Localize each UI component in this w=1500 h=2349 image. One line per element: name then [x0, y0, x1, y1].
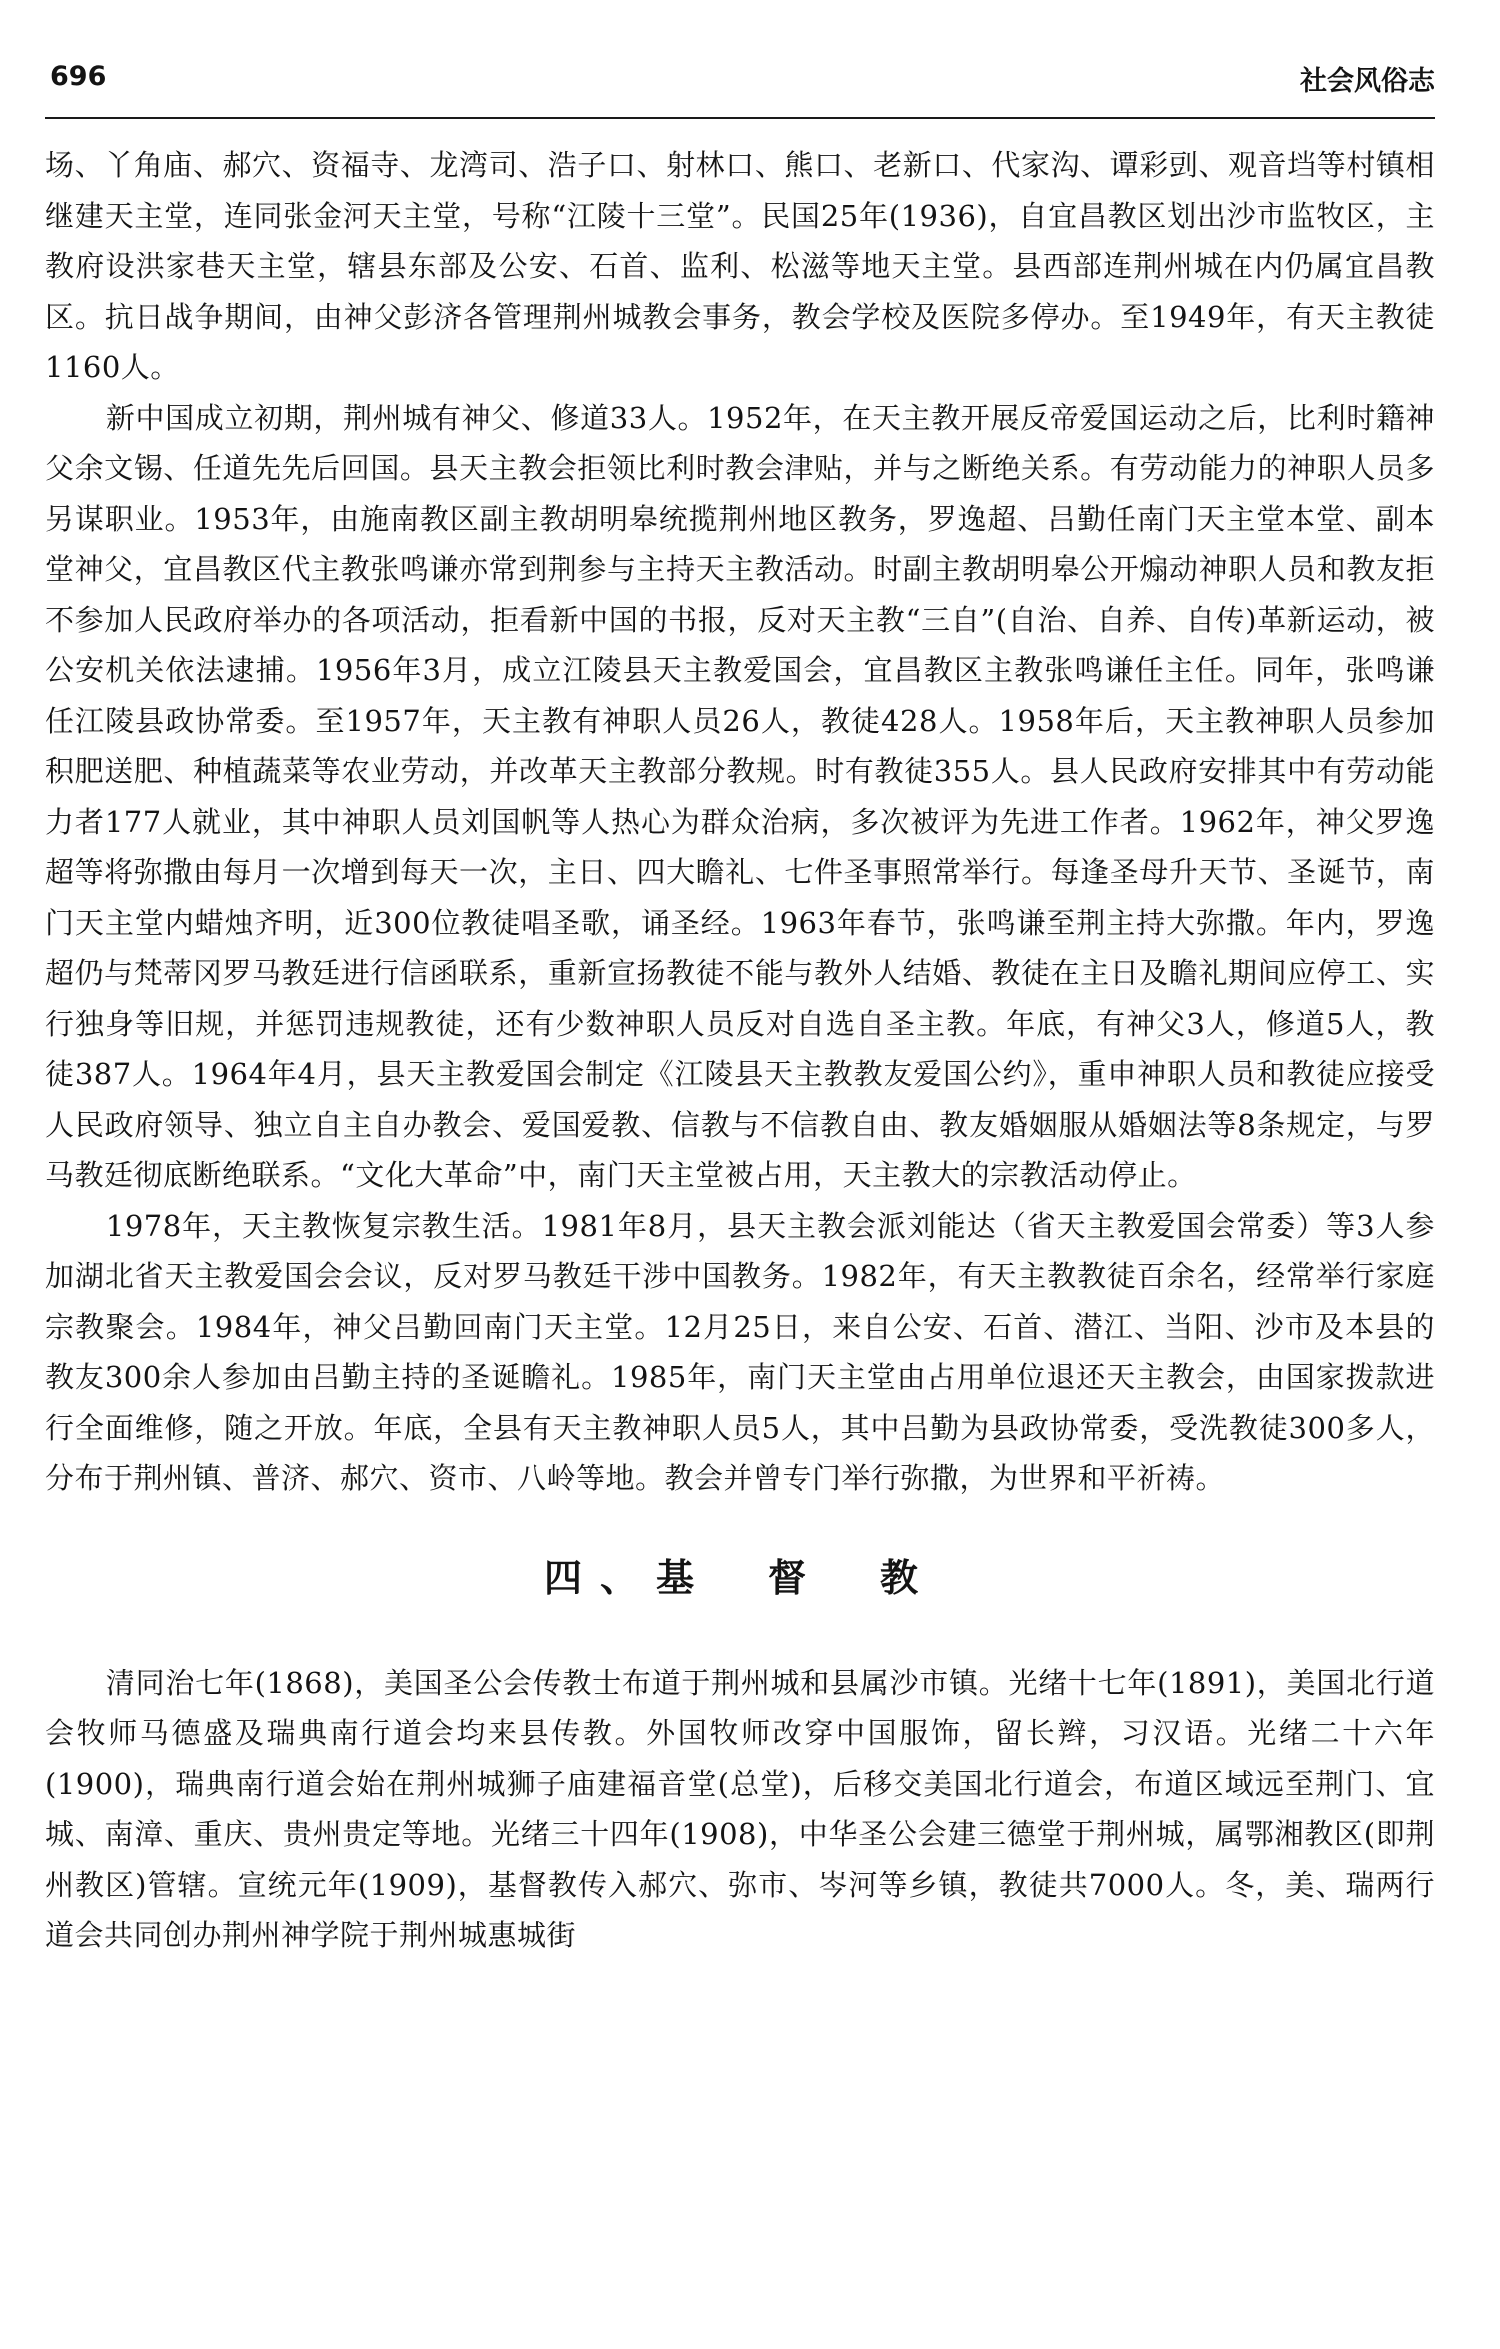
running-title: 社会风俗志 [1300, 66, 1435, 97]
section-title: 四、基 督 教 [543, 1555, 936, 1600]
body-text [45, 140, 1435, 1961]
page-number: 696 [50, 61, 107, 92]
paragraph: 清同治七年(1868)，美国圣公会传教士布道于荆州城和县属沙市镇。光绪十七年(1891)，美国北行道会牧师马德盛及瑞典南行道会均来县传教。外国牧师改穿中国服饰，留长辫，习汉语。光绪二十六年(1900)，瑞典南行道会始在荆州城狮子庙建福音堂(总堂)，后移交美国北行道会，布道区域远至荆门、宜城、南漳、重庆、贵州贵定等地。光绪三十四年(1908)，中华圣公会建三德堂于荆州城，属鄂湘教区(即荆州教区)管辖。宣统元年(1909)，基督教传入郝穴、弥市、岑河等乡镇，教徒共7000人。冬，美、瑞两行道会共同创办荆州神学院于荆州城惠城街 [45, 1665, 1435, 1952]
page-header [45, 55, 1435, 119]
paragraph-continued: 场、丫角庙、郝穴、资福寺、龙湾司、浩子口、射林口、熊口、老新口、代家沟、谭彩剅、观音垱等村镇相继建天主堂，连同张金河天主堂，号称“江陵十三堂”。民国25年(1936)，自宜昌教区划出沙市监牧区，主教府设洪家巷天主堂，辖县东部及公安、石首、监利、松滋等地天主堂。县西部连荆州城在内仍属宜昌教区。抗日战争期间，由神父彭济各管理荆州城教会事务，教会学校及医院多停办。至1949年，有天主教徒1160人。 [45, 148, 1435, 384]
paragraph: 1978年，天主教恢复宗教生活。1981年8月，县天主教会派刘能达（省天主教爱国会常委）等3人参加湖北省天主教爱国会会议，反对罗马教廷干涉中国教务。1982年，有天主教教徒百余名，经常举行家庭宗教聚会。1984年，神父吕勤回南门天主堂。12月25日，来自公安、石首、潜江、当阳、沙市及本县的教友300余人参加由吕勤主持的圣诞瞻礼。1985年，南门天主堂由占用单位退还天主教会，由国家拨款进行全面维修，随之开放。年底，全县有天主教神职人员5人，其中吕勤为县政协常委，受洗教徒300多人，分布于荆州镇、普济、郝穴、资市、八岭等地。教会并曾专门举行弥撒，为世界和平祈祷。 [45, 1208, 1435, 1495]
paragraph: 新中国成立初期，荆州城有神父、修道33人。1952年，在天主教开展反帝爱国运动之后，比利时籍神父余文锡、任道先先后回国。县天主教会拒领比利时教会津贴，并与之断绝关系。有劳动能力的神职人员多另谋职业。1953年，由施南教区副主教胡明皋统揽荆州地区教务，罗逸超、吕勤任南门天主堂本堂、副本堂神父，宜昌教区代主教张鸣谦亦常到荆参与主持天主教活动。时副主教胡明皋公开煽动神职人员和教友拒不参加人民政府举办的各项活动，拒看新中国的书报，反对天主教“三自”(自治、自养、自传)革新运动，被公安机关依法逮捕。1956年3月，成立江陵县天主教爱国会，宜昌教区主教张鸣谦任主任。同年，张鸣谦任江陵县政协常委。至1957年，天主教有神职人员26人，教徒428人。1958年后，天主教神职人员参加积肥送肥、种植蔬菜等农业劳动，并改革天主教部分教规。时有教徒355人。县人民政府安排其中有劳动能力者177人就业，其中神职人员刘国帆等人热心为群众治病，多次被评为先进工作者。1962年，神父罗逸超等将弥撒由每月一次增到每天一次，主日、四大瞻礼、七件圣事照常举行。每逢圣母升天节、圣诞节，南门天主堂内蜡烛齐明，近300位教徒唱圣歌，诵圣经。1963年春节，张鸣谦至荆主持大弥撒。年内，罗逸超仍与梵蒂冈罗马教廷进行信函联系，重新宣扬教徒不能与教外人结婚、教徒在主日及瞻礼期间应停工、实行独身等旧规，并惩罚违规教徒，还有少数神职人员反对自选自圣主教。年底，有神父3人，修道5人，教徒387人。1964年4月，县天主教爱国会制定《江陵县天主教教友爱国公约》，重申神职人员和教徒应接受人民政府领导、独立自主自办教会、爱国爱教、信教与不信教自由、教友婚姻服从婚姻法等8条规定，与罗马教廷彻底断绝联系。“文化大革命”中，南门天主堂被占用，天主教大的宗教活动停止。 [45, 400, 1435, 1192]
